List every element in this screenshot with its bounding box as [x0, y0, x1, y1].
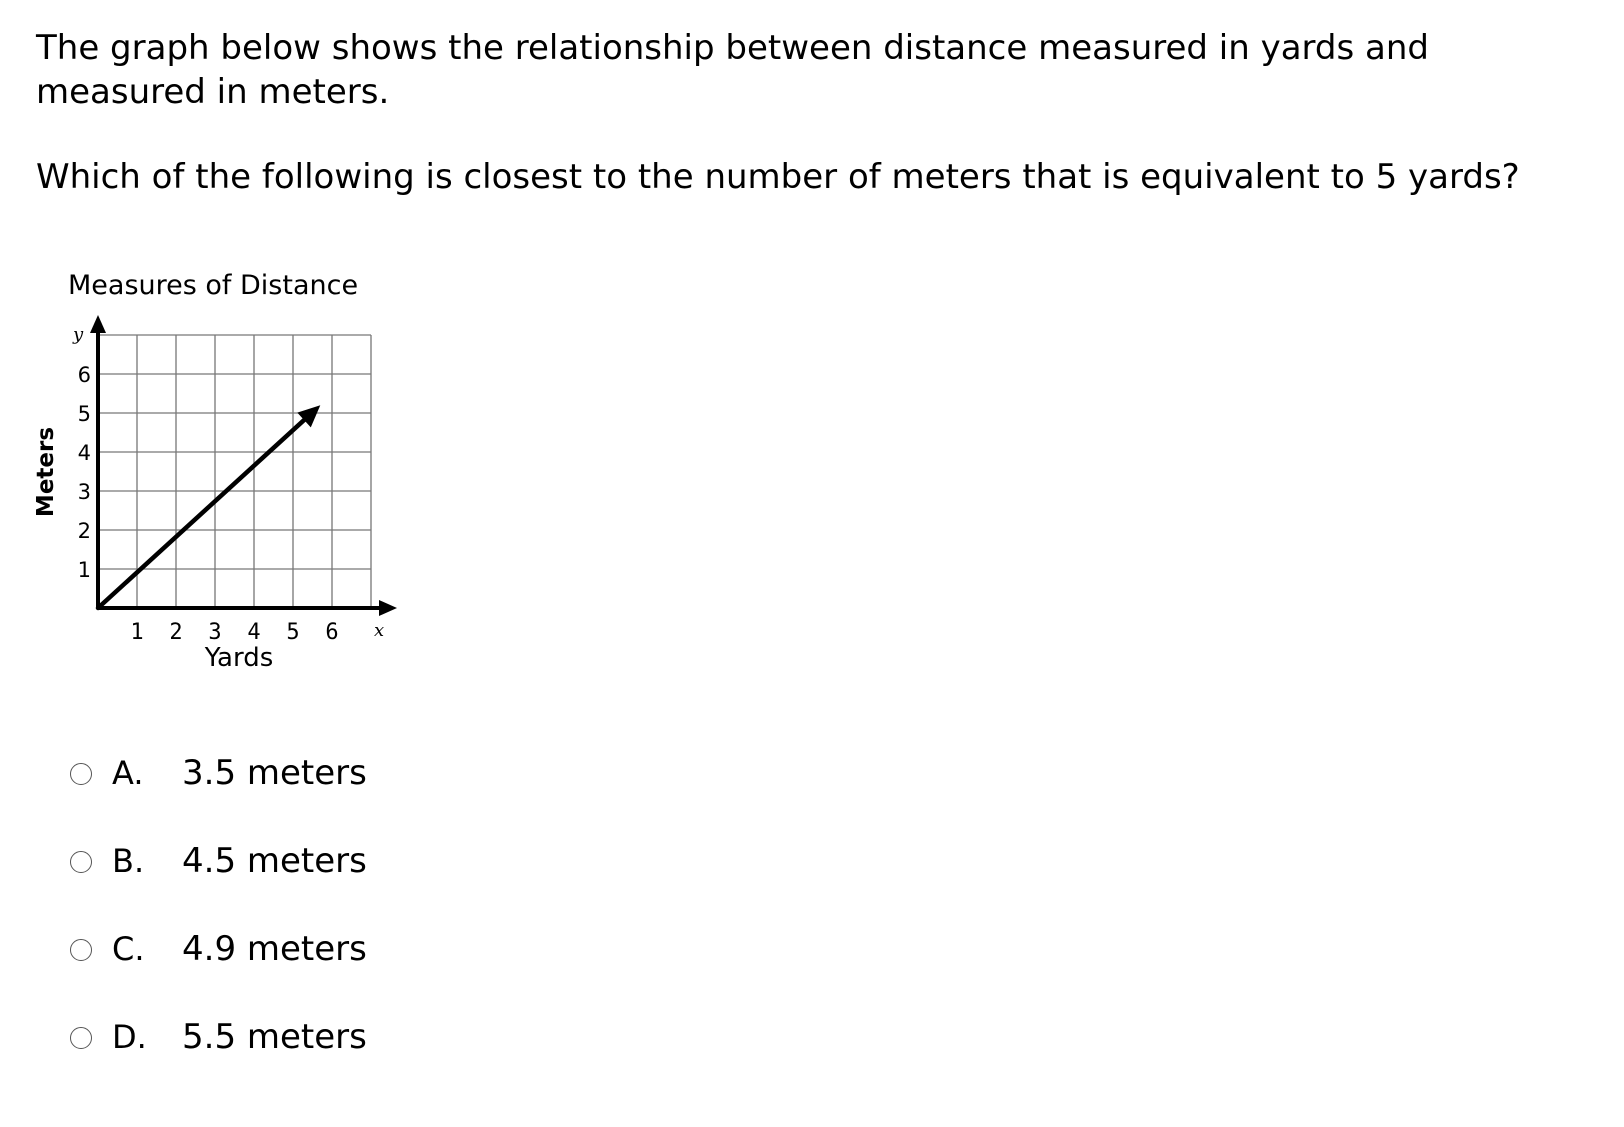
series-line — [98, 420, 304, 608]
y-tick-label: 3 — [77, 480, 91, 504]
choice-text: 4.9 meters — [182, 929, 367, 969]
x-tick-label: 6 — [325, 620, 339, 645]
x-tick-label: 4 — [247, 620, 261, 645]
choice-letter: D. — [112, 1018, 147, 1056]
y-tick-label: 1 — [77, 558, 91, 582]
x-axis-label: Yards — [204, 643, 274, 673]
y-tick-label: 2 — [77, 519, 91, 543]
distance-chart — [20, 260, 400, 680]
choice-text: 3.5 meters — [182, 753, 367, 793]
choice-letter: C. — [112, 930, 145, 968]
y-axis-label: Meters — [33, 426, 59, 518]
x-tick-label: 5 — [286, 620, 300, 645]
x-axis-arrowhead — [379, 600, 397, 616]
radio-button[interactable] — [70, 763, 92, 785]
question-text: Which of the following is closest to the number of meters that is equivalent to 5 yards? — [36, 157, 1520, 197]
y-axis-symbol: y — [73, 324, 84, 345]
plot-area — [78, 315, 397, 645]
x-axis-symbol: x — [374, 620, 385, 641]
x-tick-label: 2 — [169, 620, 183, 645]
x-tick-label: 1 — [130, 620, 144, 645]
chart-title: Measures of Distance — [68, 270, 359, 301]
radio-button[interactable] — [70, 939, 92, 961]
y-tick-label: 5 — [77, 402, 91, 426]
choice-text: 5.5 meters — [182, 1017, 367, 1057]
y-tick-label: 4 — [77, 441, 91, 465]
radio-button[interactable] — [70, 1027, 92, 1049]
x-tick-label: 3 — [208, 620, 222, 645]
choice-letter: A. — [112, 754, 144, 792]
choice-letter: B. — [112, 842, 145, 880]
prompt-text: The graph below shows the relationship between distance measured in yards and measured in meters. — [36, 28, 1429, 112]
choice-text: 4.5 meters — [182, 841, 367, 881]
y-tick-label: 6 — [77, 363, 91, 387]
radio-button[interactable] — [70, 851, 92, 873]
y-axis-arrowhead — [90, 315, 106, 333]
